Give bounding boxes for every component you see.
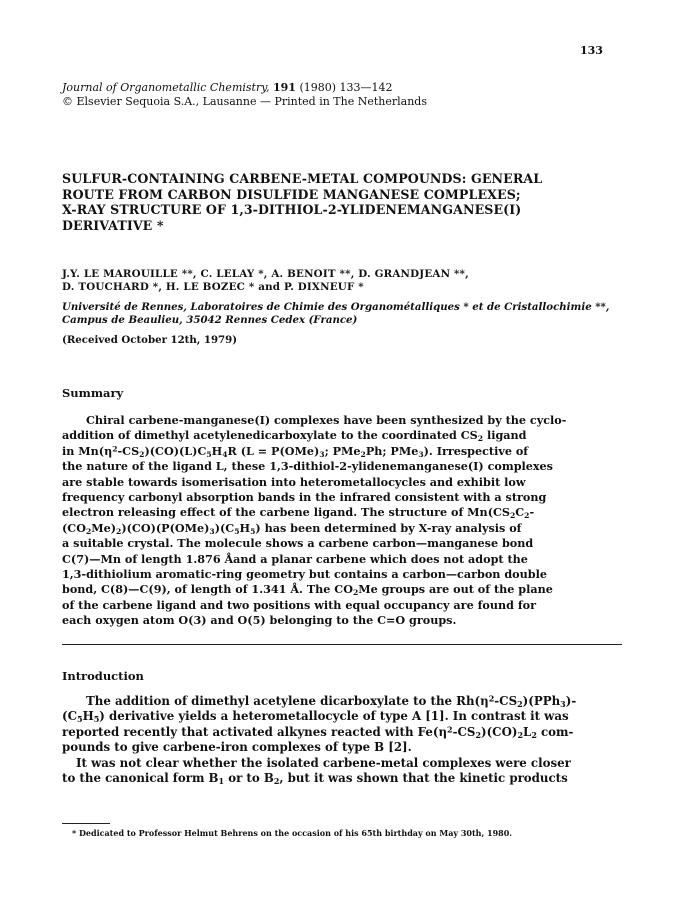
footnote: * Dedicated to Professor Helmut Behrens on the occasion of his 65th birthday on May 30th, 1980. bbox=[72, 828, 513, 838]
article-title bbox=[62, 171, 622, 233]
abstract-line: frequency carbonyl absorption bands in the infrared consistent with a strong bbox=[62, 490, 547, 505]
author-line: D. TOUCHARD *, H. LE BOZEC * and P. DIXNEUF * bbox=[62, 281, 364, 293]
abstract-line: Chiral carbene-manganese(I) complexes have been synthesized by the cyclo- bbox=[86, 413, 567, 427]
abstract-line: in $Mn(\eta^2-CS_2)(CO)(L)C_5H_4R$ ($L = P(OMe)_3$; PMe$_2$Ph; PMe$_3$). Irrespective of bbox=[62, 443, 529, 459]
body-line: reported recently that activated alkynes reacted with $Fe(\eta^2-CS_2)(CO)_2L_2$ com- bbox=[62, 724, 574, 740]
abstract-line: $(CO_2Me)_2)(CO)(P(OMe)_3)(C_5H_5)$ has been determined by X-ray analysis of bbox=[62, 520, 522, 536]
journal-name: Journal of Organometallic Chemistry, bbox=[62, 81, 270, 94]
body-line: $(C_5H_5)$ derivative yields a heterometallocycle of type A [1]. In contrast it was bbox=[62, 709, 569, 725]
abstract-line: the nature of the ligand L, these 1,3-dithiol-2-ylidenemanganese(I) complexes bbox=[62, 459, 553, 474]
abstract-line: a suitable crystal. The molecule shows a carbene carbon—manganese bond bbox=[62, 536, 534, 551]
copyright-line: © Elsevier Sequoia S.A., Lausanne — Printed in The Netherlands bbox=[62, 95, 427, 108]
affiliation-line: Campus de Beaulieu, 35042 Rennes Cedex (France) bbox=[62, 314, 358, 326]
abstract-line: of the carbene ligand and two positions with equal occupancy are found for bbox=[62, 597, 537, 612]
body-line: pounds to give carbene-iron complexes of type B [2]. bbox=[62, 740, 412, 755]
introduction-heading: Introduction bbox=[62, 669, 144, 683]
body-line: to the canonical form $B_1$ or to $B_2$, but it was shown that the kinetic products bbox=[62, 771, 568, 787]
affiliation bbox=[62, 301, 642, 327]
author-list bbox=[62, 268, 622, 294]
section-divider bbox=[62, 644, 622, 645]
footnote-rule bbox=[62, 823, 110, 824]
title-line: SULFUR-CONTAINING CARBENE-METAL COMPOUNDS: GENERAL bbox=[62, 171, 543, 186]
journal-year-pages: (1980) 133—142 bbox=[299, 81, 393, 94]
summary-heading: Summary bbox=[62, 386, 124, 400]
page-number: 133 bbox=[580, 44, 603, 57]
body-line: The addition of dimethyl acetylene dicarboxylate to the $Rh(\eta^2-CS_2)(PPh_3)-$ bbox=[86, 693, 577, 709]
title-line: ROUTE FROM CARBON DISULFIDE MANGANESE COMPLEXES; bbox=[62, 186, 521, 202]
abstract-line: 1,3-dithiolium aromatic-ring geometry but contains a carbon—carbon double bbox=[62, 567, 547, 582]
title-line: X-RAY STRUCTURE OF 1,3-DITHIOL-2-YLIDENEMANGANESE(I) bbox=[62, 202, 522, 217]
journal-reference bbox=[62, 81, 622, 95]
body-line: It was not clear whether the isolated carbene-metal complexes were closer bbox=[76, 755, 571, 770]
introduction-body bbox=[62, 694, 622, 786]
abstract-line: each oxygen atom O(3) and O(5) belonging to the C=O groups. bbox=[62, 613, 457, 628]
abstract-line: addition of dimethyl acetylenedicarboxylate to the coordinated $CS_2$ ligand bbox=[62, 428, 527, 444]
journal-citation bbox=[62, 81, 622, 109]
title-line: DERIVATIVE * bbox=[62, 217, 164, 233]
author-line: J.Y. LE MAROUILLE **, C. LELAY *, A. BENOIT **, D. GRANDJEAN **, bbox=[62, 268, 469, 280]
abstract-line: are stable towards isomerisation into heterometallocycles and exhibit low bbox=[62, 474, 526, 489]
received-date: (Received October 12th, 1979) bbox=[62, 334, 238, 346]
abstract-line: bond, C(8)—C(9), of length of 1.341 Å. The $CO_2Me$ groups are out of the plane bbox=[62, 582, 553, 598]
abstract-line: electron releasing effect of the carbene ligand. The structure of $Mn(CS_2C_2-$ bbox=[62, 505, 535, 521]
abstract-line: C(7)—Mn of length 1.876 Åand a planar carbene which does not adopt the bbox=[62, 551, 528, 566]
summary-abstract bbox=[62, 413, 622, 629]
journal-volume: 191 bbox=[272, 81, 296, 94]
affiliation-line: Université de Rennes, Laboratoires de Chimie des Organométalliques * et de Cristallochimie **, bbox=[62, 301, 610, 313]
